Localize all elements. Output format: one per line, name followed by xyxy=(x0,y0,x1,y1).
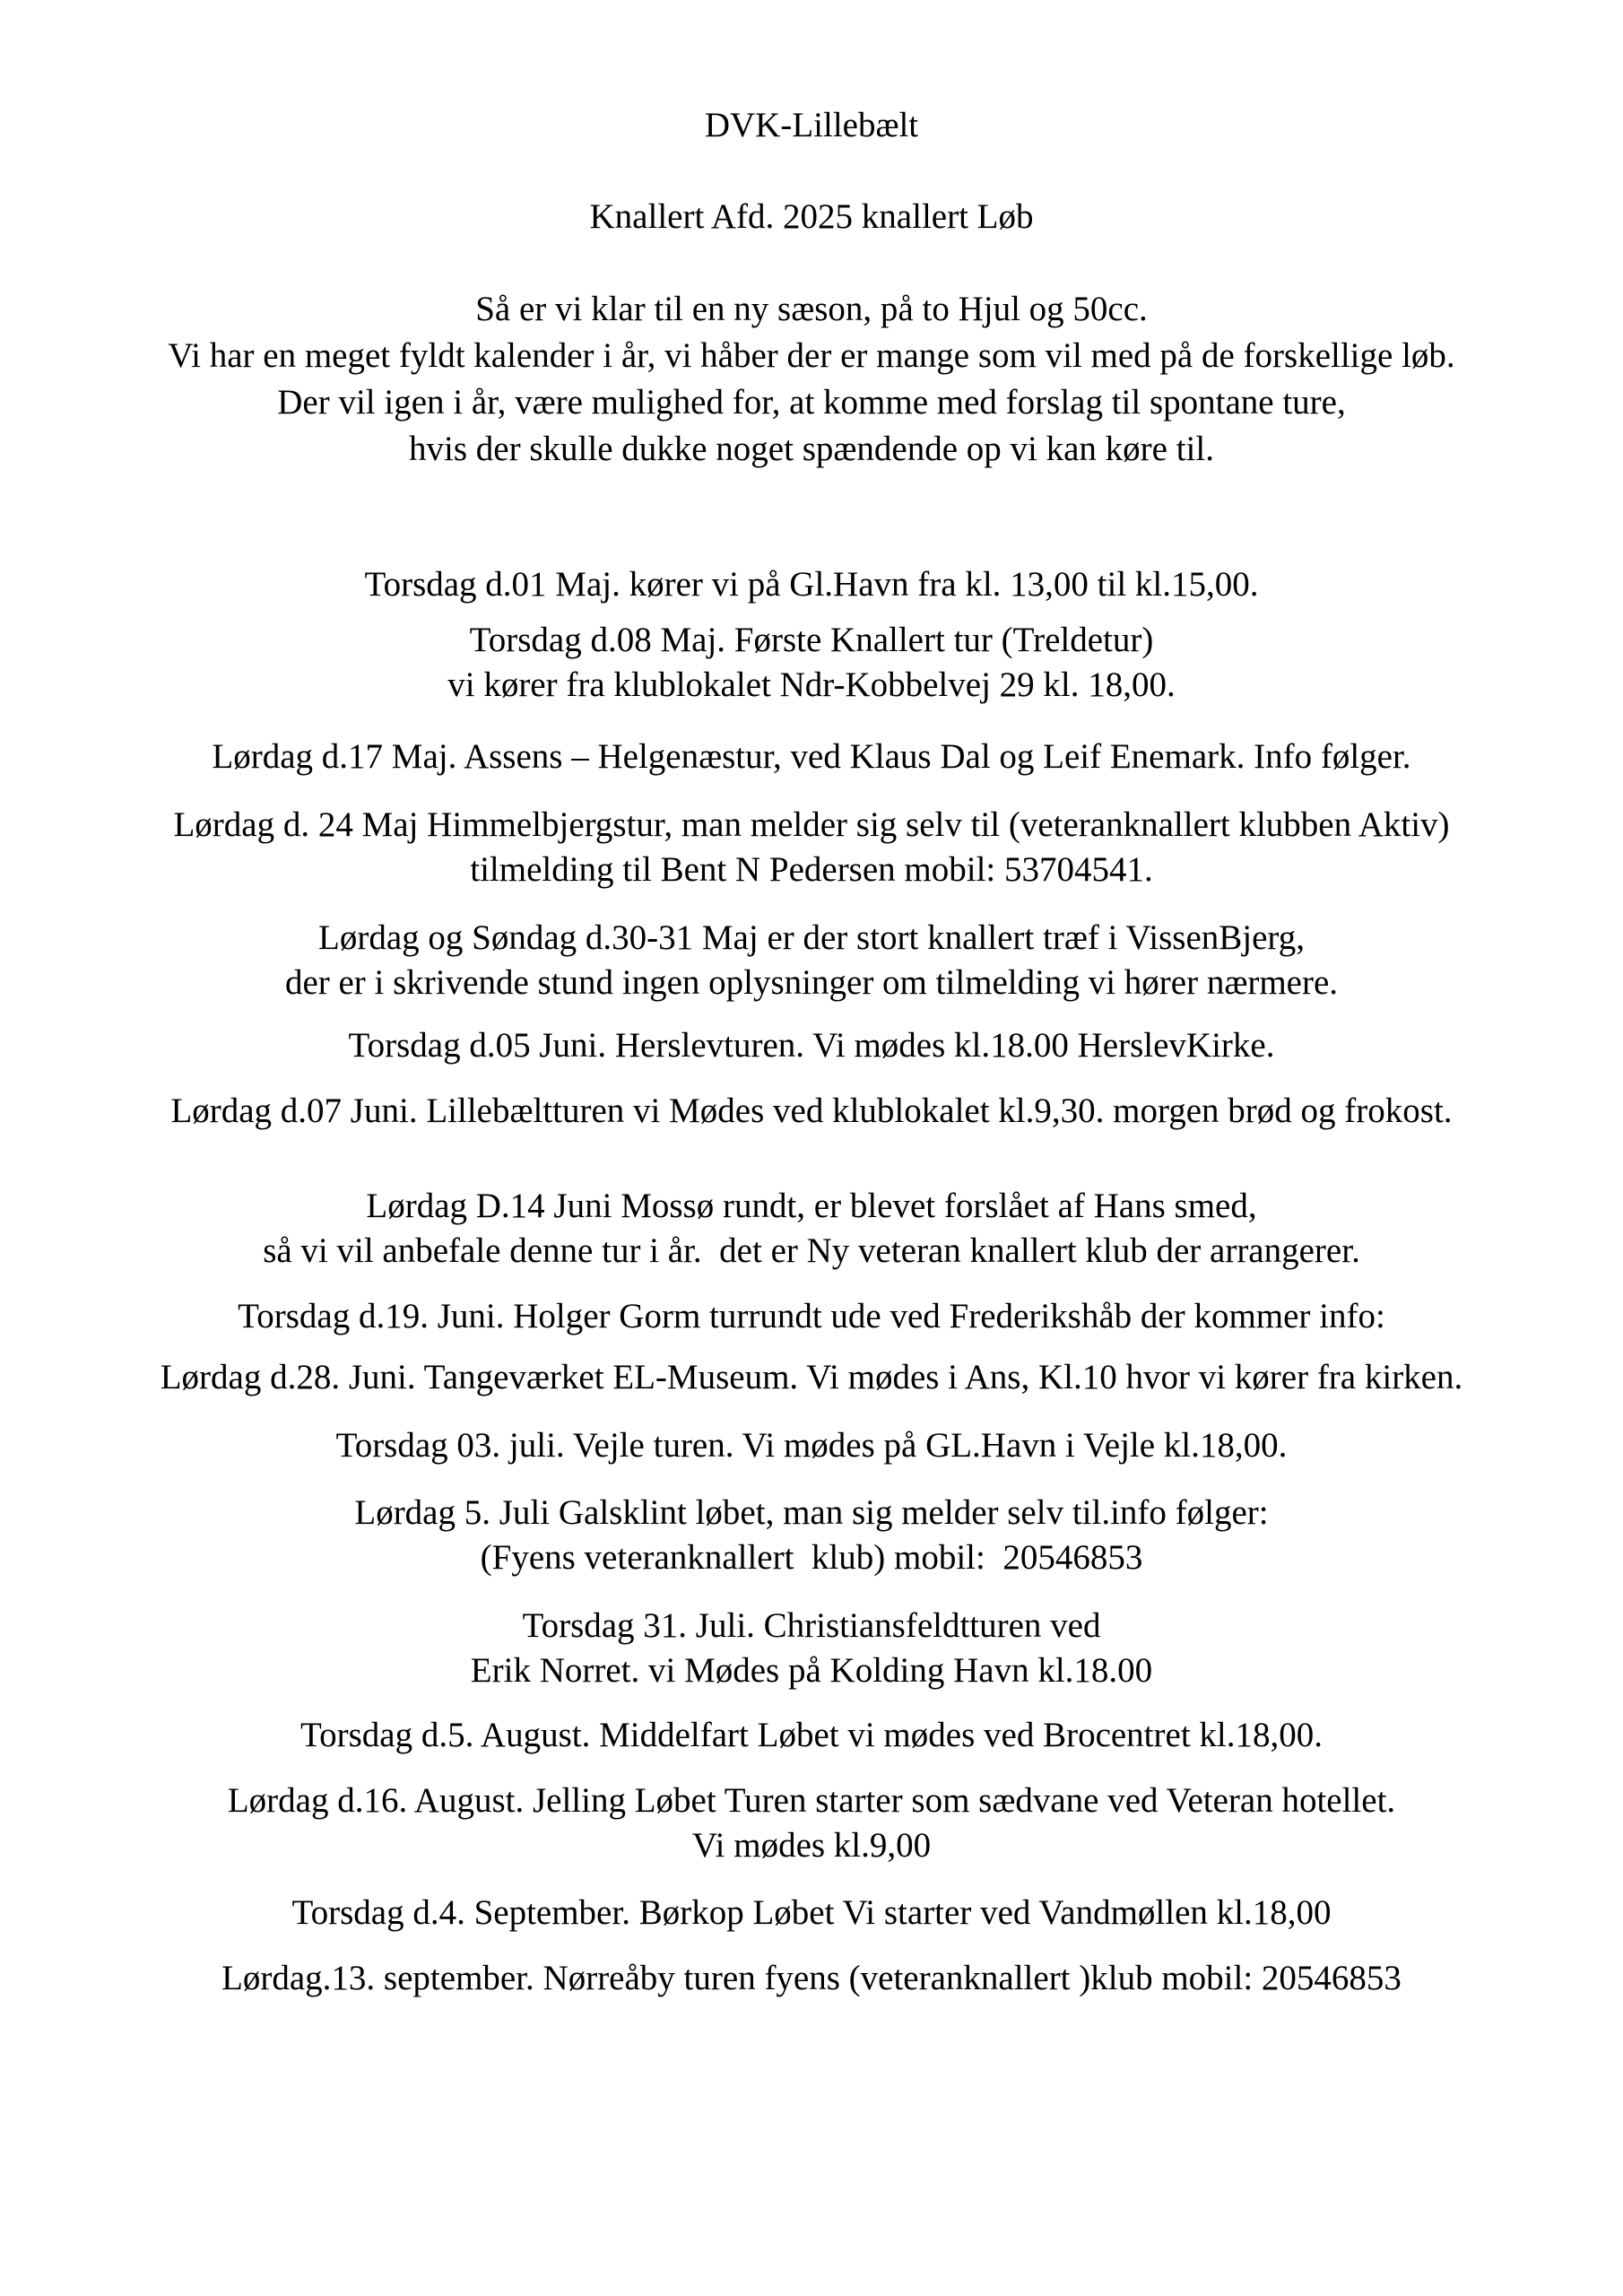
event-line: tilmelding til Bent N Pedersen mobil: 53704541. xyxy=(470,850,1153,889)
intro-line-1: Så er vi klar til en ny sæson, på to Hjul og 50cc. xyxy=(475,290,1148,328)
event-line: så vi vil anbefale denne tur i år. det er Ny veteran knallert klub der arrangerer. xyxy=(263,1231,1360,1270)
event-paragraph-12 xyxy=(0,1491,1623,1580)
event-line: Vi mødes kl.9,00 xyxy=(691,1826,932,1865)
event-line: Torsdag d.19. Juni. Holger Gorm turrundt ude ved Frederikshåb der kommer info: xyxy=(238,1297,1385,1335)
event-line: Torsdag d.01 Maj. kører vi på Gl.Havn fra kl. 13,00 til kl.15,00. xyxy=(364,565,1259,604)
event-paragraph-7 xyxy=(0,1089,1623,1134)
event-line: (Fyens veteranknallert klub) mobil: 20546853 xyxy=(480,1538,1143,1577)
event-paragraph-11 xyxy=(0,1423,1623,1468)
event-paragraph-6 xyxy=(0,1023,1623,1068)
event-line: Lørdag d. 24 Maj Himmelbjergstur, man melder sig selv til (veteranknallert klubben Aktiv) xyxy=(173,805,1450,844)
event-line: vi kører fra klublokalet Ndr-Kobbelvej 29 kl. 18,00. xyxy=(447,665,1176,704)
event-line: Torsdag 03. juli. Vejle turen. Vi mødes på GL.Havn i Vejle kl.18,00. xyxy=(335,1426,1288,1465)
event-paragraph-15 xyxy=(0,1779,1623,1868)
event-paragraph-5 xyxy=(0,916,1623,1005)
event-paragraph-8 xyxy=(0,1184,1623,1274)
event-line: Lørdag d.16. August. Jelling Løbet Turen starter som sædvane ved Veteran hotellet. xyxy=(227,1781,1396,1820)
event-paragraph-10 xyxy=(0,1355,1623,1400)
event-paragraph-3 xyxy=(0,735,1623,779)
document-subtitle: Knallert Afd. 2025 knallert Løb xyxy=(589,197,1034,236)
event-line: Lørdag d.07 Juni. Lillebæltturen vi Mødes ved klublokalet kl.9,30. morgen brød og frokost. xyxy=(170,1091,1453,1130)
event-line: Lørdag og Søndag d.30-31 Maj er der stort knallert træf i VissenBjerg, xyxy=(318,918,1305,957)
intro-line-4: hvis der skulle dukke noget spændende op vi kan køre til. xyxy=(409,430,1214,468)
event-line: Torsdag d.4. September. Børkop Løbet Vi starter ved Vandmøllen kl.18,00 xyxy=(291,1893,1332,1932)
event-paragraph-1 xyxy=(0,562,1623,607)
event-paragraph-9 xyxy=(0,1294,1623,1339)
intro-line-2: Vi har en meget fyldt kalender i år, vi håber der er mange som vil med på de forskellige løb. xyxy=(168,336,1455,375)
event-line: Torsdag 31. Juli. Christiansfeldtturen ved xyxy=(522,1606,1101,1645)
event-paragraph-16 xyxy=(0,1891,1623,1935)
event-line: Lørdag 5. Juli Galsklint løbet, man sig melder selv til.info følger: xyxy=(354,1493,1269,1532)
event-line: Lørdag d.17 Maj. Assens – Helgenæstur, ved Klaus Dal og Leif Enemark. Info følger. xyxy=(212,737,1411,776)
event-line: Lørdag d.28. Juni. Tangeværket EL-Museum. Vi mødes i Ans, Kl.10 hvor vi kører fra kirken. xyxy=(160,1358,1463,1396)
event-line: Lørdag D.14 Juni Mossø rundt, er blevet forslået af Hans smed, xyxy=(366,1187,1257,1225)
event-paragraph-14 xyxy=(0,1713,1623,1758)
event-line: Torsdag d.05 Juni. Herslevturen. Vi mødes kl.18.00 HerslevKirke. xyxy=(348,1026,1275,1065)
event-line: der er i skrivende stund ingen oplysninger om tilmelding vi hører nærmere. xyxy=(284,963,1339,1002)
document-title: DVK-Lillebælt xyxy=(704,106,919,144)
event-paragraph-17 xyxy=(0,1956,1623,2001)
event-line: Lørdag.13. september. Nørreåby turen fyens (veteranknallert )klub mobil: 20546853 xyxy=(221,1959,1402,1997)
event-line: Torsdag d.08 Maj. Første Knallert tur (Treldetur) xyxy=(469,621,1154,659)
event-paragraph-4 xyxy=(0,803,1623,892)
event-line: Erik Norret. vi Mødes på Kolding Havn kl.18.00 xyxy=(470,1651,1153,1690)
intro-line-3: Der vil igen i år, være mulighed for, at komme med forslag til spontane ture, xyxy=(277,383,1346,422)
event-line: Torsdag d.5. August. Middelfart Løbet vi mødes ved Brocentret kl.18,00. xyxy=(300,1716,1323,1754)
intro-paragraph xyxy=(0,286,1623,473)
event-paragraph-13 xyxy=(0,1604,1623,1693)
event-paragraph-2 xyxy=(0,618,1623,708)
